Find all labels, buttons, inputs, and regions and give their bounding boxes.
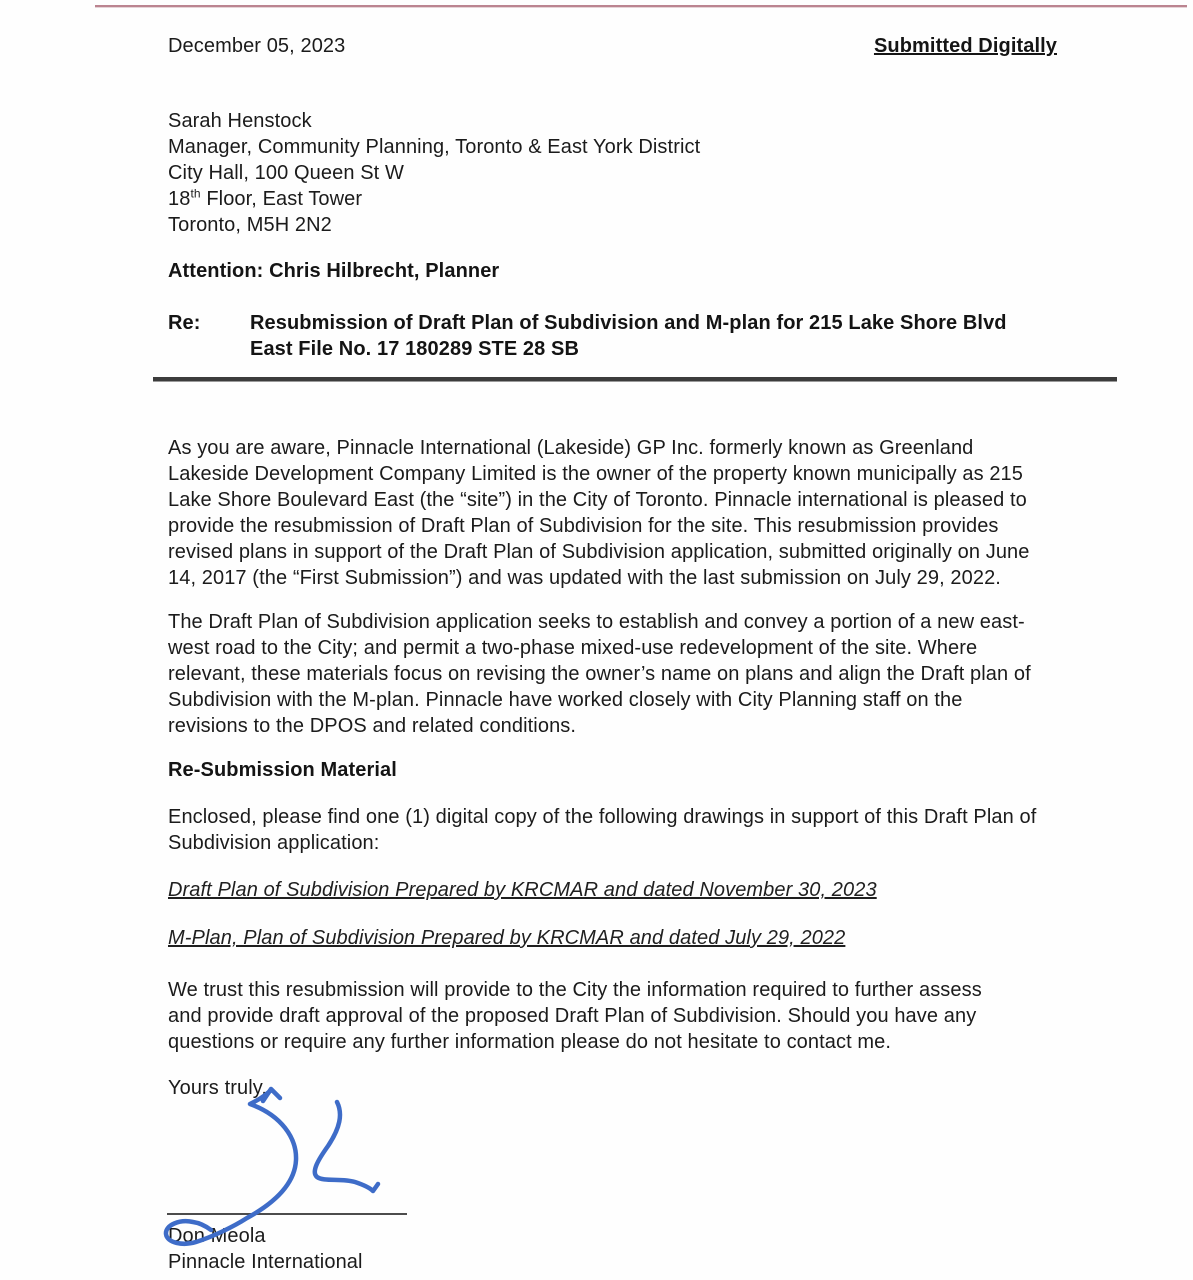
text-line: Lake Shore Boulevard East (the “site”) in the City of Toronto. Pinnacle international is pleased to: [168, 489, 1027, 511]
text-line: provide the resubmission of Draft Plan of Subdivision for the site. This resubmission provides: [168, 515, 999, 537]
text-line: Subdivision application:: [168, 832, 380, 854]
text-line: relevant, these materials focus on revising the owner’s name on plans and align the Draft plan of: [168, 663, 1031, 685]
floor-ordinal: th: [190, 186, 201, 201]
text-line: City Hall, 100 Queen St W: [168, 162, 404, 184]
paragraph-3: [168, 804, 1105, 856]
paragraph-2: [168, 609, 1105, 739]
text-line: and provide draft approval of the proposed Draft Plan of Subdivision. Should you have any: [168, 1005, 977, 1027]
text-line: The Draft Plan of Subdivision application seeks to establish and convey a portion of a new east-: [168, 611, 1025, 633]
text-line: Lakeside Development Company Limited is the owner of the property known municipally as 215: [168, 463, 1024, 485]
closing-salutation: Yours truly,: [168, 1077, 268, 1099]
text-line: questions or require any further information please do not hesitate to contact me.: [168, 1031, 892, 1053]
text-line: Manager, Community Planning, Toronto & East York District: [168, 136, 701, 158]
text-line: revised plans in support of the Draft Plan of Subdivision application, submitted originally on June: [168, 541, 1030, 563]
paragraph-4: [168, 977, 1105, 1055]
text-line: Resubmission of Draft Plan of Subdivision and M-plan for 215 Lake Shore Blvd: [250, 312, 1007, 334]
paragraph-1: [168, 435, 1105, 591]
resubmission-material-heading: Re-Submission Material: [168, 759, 397, 781]
text-line: East File No. 17 180289 STE 28 SB: [250, 338, 580, 360]
recipient-floor-line: [168, 186, 1105, 212]
recipient-city-line: Toronto, M5H 2N2: [168, 214, 332, 236]
horizontal-divider: [153, 377, 1117, 382]
enclosure-item-draft-plan: Draft Plan of Subdivision Prepared by KRCMAR and dated November 30, 2023: [168, 879, 877, 901]
letter-date: December 05, 2023: [168, 35, 346, 57]
text-line: We trust this resubmission will provide to the City the information required to further assess: [168, 979, 982, 1001]
letter-header: [168, 33, 1105, 59]
signature-space: [168, 1101, 1105, 1213]
recipient-lines: [168, 108, 1105, 186]
text-line: Subdivision with the M-plan. Pinnacle have worked closely with City Planning staff on the: [168, 689, 963, 711]
text-line: west road to the City; and permit a two-phase mixed-use redevelopment of the site. Where: [168, 637, 978, 659]
text-line: Enclosed, please find one (1) digital copy of the following drawings in support of this Draft Plan of: [168, 806, 1037, 828]
submitted-digitally-label: Submitted Digitally: [873, 35, 1057, 57]
text-line: 14, 2017 (the “First Submission”) and was updated with the last submission on July 29, 2022.: [168, 567, 1001, 589]
signature-line: [167, 1213, 407, 1215]
enclosure-item-m-plan: M-Plan, Plan of Subdivision Prepared by KRCMAR and dated July 29, 2022: [168, 927, 846, 949]
text-line: As you are aware, Pinnacle International (Lakeside) GP Inc. formerly known as Greenland: [168, 437, 974, 459]
attention-line: Attention: Chris Hilbrecht, Planner: [168, 260, 500, 282]
floor-number: 18: [168, 188, 191, 210]
recipient-address: [168, 108, 1105, 238]
re-subject-block: [168, 310, 1105, 362]
re-label: Re:: [168, 312, 201, 334]
signatory-company: Pinnacle International: [168, 1251, 363, 1273]
re-subject-lines: [250, 310, 1007, 362]
text-line: Sarah Henstock: [168, 110, 312, 132]
floor-rest: Floor, East Tower: [200, 188, 363, 210]
signatory-name: Don Meola: [168, 1225, 266, 1247]
text-line: revisions to the DPOS and related conditions.: [168, 715, 577, 737]
